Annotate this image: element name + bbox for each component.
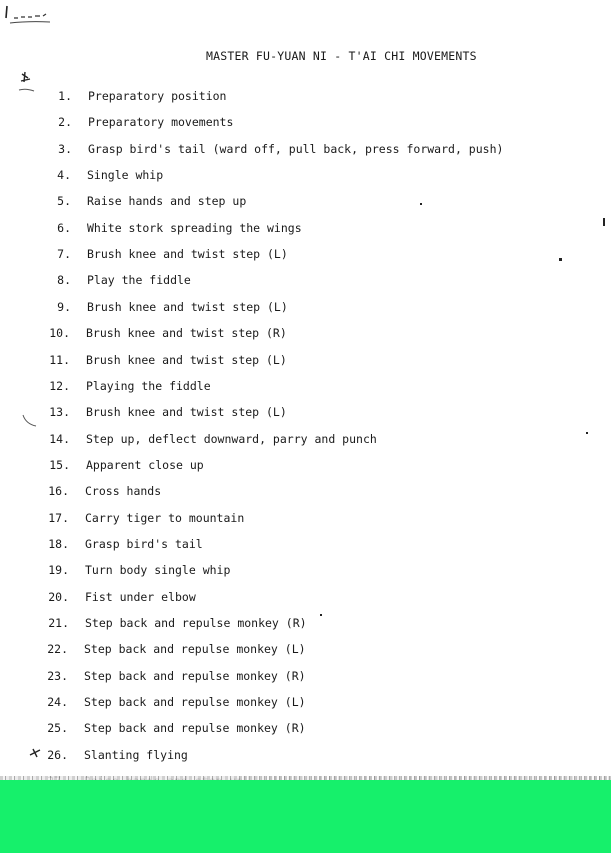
list-item (0, 511, 560, 529)
list-item (0, 721, 560, 739)
movement-number: 12. (49, 378, 70, 393)
movement-number: 14. (49, 431, 70, 446)
movement-name: Grasp bird's tail (ward off, pull back, press forward, push) (88, 141, 504, 156)
movement-name: Brush knee and twist step (L) (86, 352, 287, 367)
movement-name: Step back and repulse monkey (R) (84, 721, 306, 736)
movement-name: Brush knee and twist step (L) (86, 405, 287, 420)
list-item (0, 458, 560, 476)
list-item (0, 484, 560, 502)
movement-name: Brush knee and twist step (L) (87, 247, 288, 262)
corner-scribble-icon (4, 4, 52, 26)
movement-number: 1. (58, 89, 72, 103)
movement-number: 18. (48, 536, 69, 551)
list-item (0, 642, 560, 660)
list-item (0, 194, 560, 212)
movement-number: 23. (47, 668, 68, 683)
movement-name: Step back and repulse monkey (L) (84, 695, 306, 710)
movement-number: 20. (48, 589, 69, 604)
list-item (0, 590, 560, 608)
scan-speck (586, 432, 588, 434)
movement-name: Cross hands (85, 484, 162, 499)
movement-number: 4. (57, 168, 71, 183)
list-item (0, 326, 560, 344)
movement-name: Single whip (87, 168, 164, 183)
list-item (0, 273, 560, 291)
movement-number: 6. (57, 220, 71, 235)
movement-name: Play the fiddle (87, 273, 191, 288)
list-item (0, 300, 560, 318)
list-item (0, 563, 560, 581)
list-item (0, 142, 560, 160)
movement-name: Step back and repulse monkey (L) (84, 642, 306, 657)
list-item (0, 405, 560, 423)
movement-number: 13. (49, 405, 70, 420)
movement-number: 21. (48, 616, 69, 630)
list-item (0, 353, 560, 371)
movement-number: 26. (47, 747, 68, 762)
list-item (0, 748, 560, 766)
page-title: MASTER FU-YUAN NI - T'AI CHI MOVEMENTS (206, 49, 477, 63)
movement-number: 24. (47, 695, 68, 710)
list-item (0, 168, 560, 186)
movement-name: Apparent close up (86, 457, 204, 472)
list-item (0, 247, 560, 265)
movement-name: Preparatory movements (88, 115, 234, 130)
movement-number: 2. (58, 115, 72, 130)
movement-number: 9. (57, 299, 71, 314)
movement-number: 7. (57, 247, 71, 262)
movement-name: Turn body single whip (85, 563, 231, 578)
movement-number: 3. (58, 141, 72, 156)
movement-number: 8. (57, 273, 71, 288)
movement-number: 25. (47, 721, 68, 736)
movement-name: Step back and repulse monkey (R) (85, 616, 307, 630)
movement-name: Brush knee and twist step (L) (87, 299, 288, 314)
movement-number: 16. (48, 484, 69, 499)
list-item (0, 432, 560, 450)
movement-number: 5. (57, 194, 71, 209)
list-item (0, 379, 560, 397)
scan-speck (603, 218, 605, 226)
list-item (0, 616, 560, 634)
movement-number: 17. (48, 510, 69, 525)
list-item (0, 695, 560, 713)
list-item (0, 221, 560, 239)
movement-name: Step up, deflect downward, parry and punch (86, 431, 377, 446)
list-item (0, 115, 560, 133)
movement-number: 15. (49, 457, 70, 472)
scan-color-band (0, 780, 611, 853)
movement-name: Fist under elbow (85, 589, 196, 604)
movement-name: Slanting flying (84, 747, 188, 762)
movement-number: 11. (49, 352, 70, 367)
movement-name: White stork spreading the wings (87, 220, 302, 235)
movement-name: Grasp bird's tail (85, 536, 203, 551)
movement-name: Raise hands and step up (87, 194, 247, 209)
list-item (0, 669, 560, 687)
movement-number: 10. (49, 326, 70, 341)
movement-name: Preparatory position (88, 89, 227, 103)
movement-number: 19. (48, 563, 69, 578)
list-item (0, 89, 560, 107)
movement-name: Brush knee and twist step (R) (86, 326, 287, 341)
movement-number: 22. (47, 642, 68, 657)
list-item (0, 537, 560, 555)
movement-name: Carry tiger to mountain (85, 510, 245, 525)
movement-name: Playing the fiddle (86, 378, 211, 393)
movement-name: Step back and repulse monkey (R) (84, 668, 306, 683)
